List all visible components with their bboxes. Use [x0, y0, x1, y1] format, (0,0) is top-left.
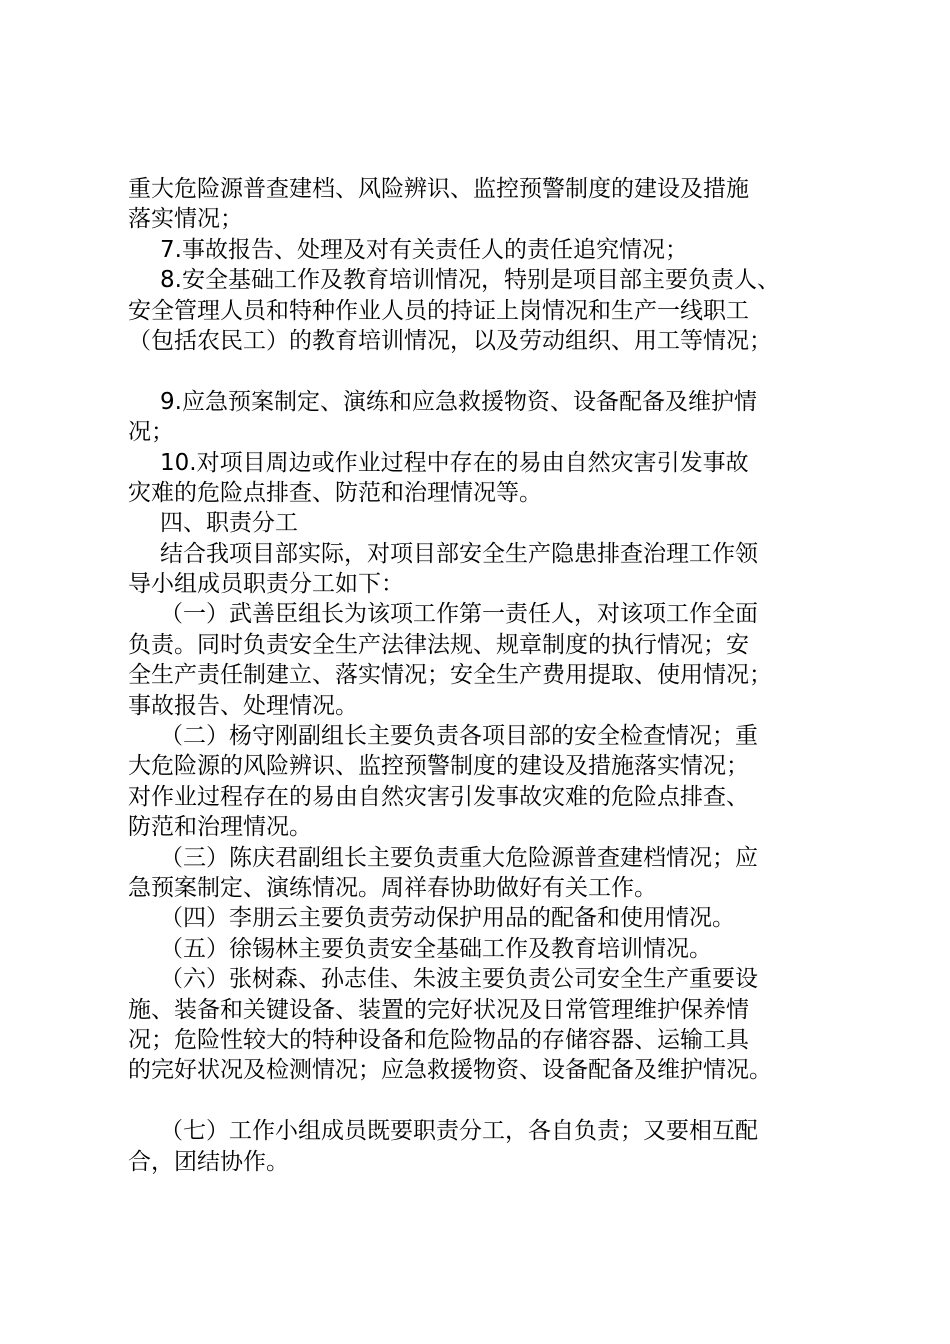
- text-line: 导小组成员职责分工如下：: [128, 571, 404, 598]
- text-line: （六）张树森、孙志佳、朱波主要负责公司安全生产重要设: [160, 966, 758, 993]
- text-line: 对作业过程存在的易由自然灾害引发事故灾难的危险点排查、: [128, 783, 749, 810]
- text-line: 9.应急预案制定、演练和应急救援物资、设备配备及维护情: [160, 388, 757, 415]
- text-line: （四）李朋云主要负责劳动保护用品的配备和使用情况。: [160, 905, 735, 932]
- text-line: 灾难的危险点排查、防范和治理情况等。: [128, 479, 542, 506]
- text-line: 事故报告、处理情况。: [128, 692, 358, 719]
- blank-line: [128, 1086, 840, 1116]
- text-line: 落实情况；: [128, 206, 243, 233]
- section-heading: 四、职责分工: [160, 510, 298, 537]
- blank-line: [128, 356, 840, 386]
- text-line: （三）陈庆君副组长主要负责重大危险源普查建档情况；应: [160, 844, 758, 871]
- text-line: 负责。同时负责安全生产法律法规、规章制度的执行情况；安: [128, 631, 749, 658]
- text-line: 大危险源的风险辨识、监控预警制度的建设及措施落实情况；: [128, 753, 749, 780]
- text-line: （五）徐锡林主要负责安全基础工作及教育培训情况。: [160, 935, 712, 962]
- text-line: 施、装备和关键设备、装置的完好状况及日常管理维护保养情: [128, 996, 749, 1023]
- text-line: 况；危险性较大的特种设备和危险物品的存储容器、运输工具: [128, 1026, 749, 1053]
- document-body: [128, 174, 840, 1177]
- text-line: 7.事故报告、处理及对有关责任人的责任追究情况；: [160, 236, 688, 263]
- text-line: 况；: [128, 419, 174, 446]
- text-line: 8.安全基础工作及教育培训情况，特别是项目部主要负责人、: [160, 267, 780, 294]
- text-line: 10.对项目周边或作业过程中存在的易由自然灾害引发事故: [160, 449, 749, 476]
- text-line: 重大危险源普查建档、风险辨识、监控预警制度的建设及措施: [128, 176, 749, 202]
- text-line: 急预案制定、演练情况。周祥春协助做好有关工作。: [128, 874, 657, 901]
- text-line: 合，团结协作。: [128, 1148, 289, 1175]
- text-line: 安全管理人员和特种作业人员的持证上岗情况和生产一线职工: [128, 297, 749, 324]
- text-line: （二）杨守刚副组长主要负责各项目部的安全检查情况；重: [160, 723, 758, 750]
- text-line: （七）工作小组成员既要职责分工，各自负责；又要相互配: [160, 1118, 758, 1145]
- text-line: 结合我项目部实际，对项目部安全生产隐患排查治理工作领: [160, 540, 758, 567]
- text-line: 防范和治理情况。: [128, 814, 312, 841]
- text-line: （包括农民工）的教育培训情况，以及劳动组织、用工等情况；: [128, 327, 772, 354]
- text-line: （一）武善臣组长为该项工作第一责任人，对该项工作全面: [160, 601, 758, 628]
- text-line: 全生产责任制建立、落实情况；安全生产费用提取、使用情况；: [128, 662, 772, 689]
- text-line: 的完好状况及检测情况；应急救援物资、设备配备及维护情况。: [128, 1057, 772, 1084]
